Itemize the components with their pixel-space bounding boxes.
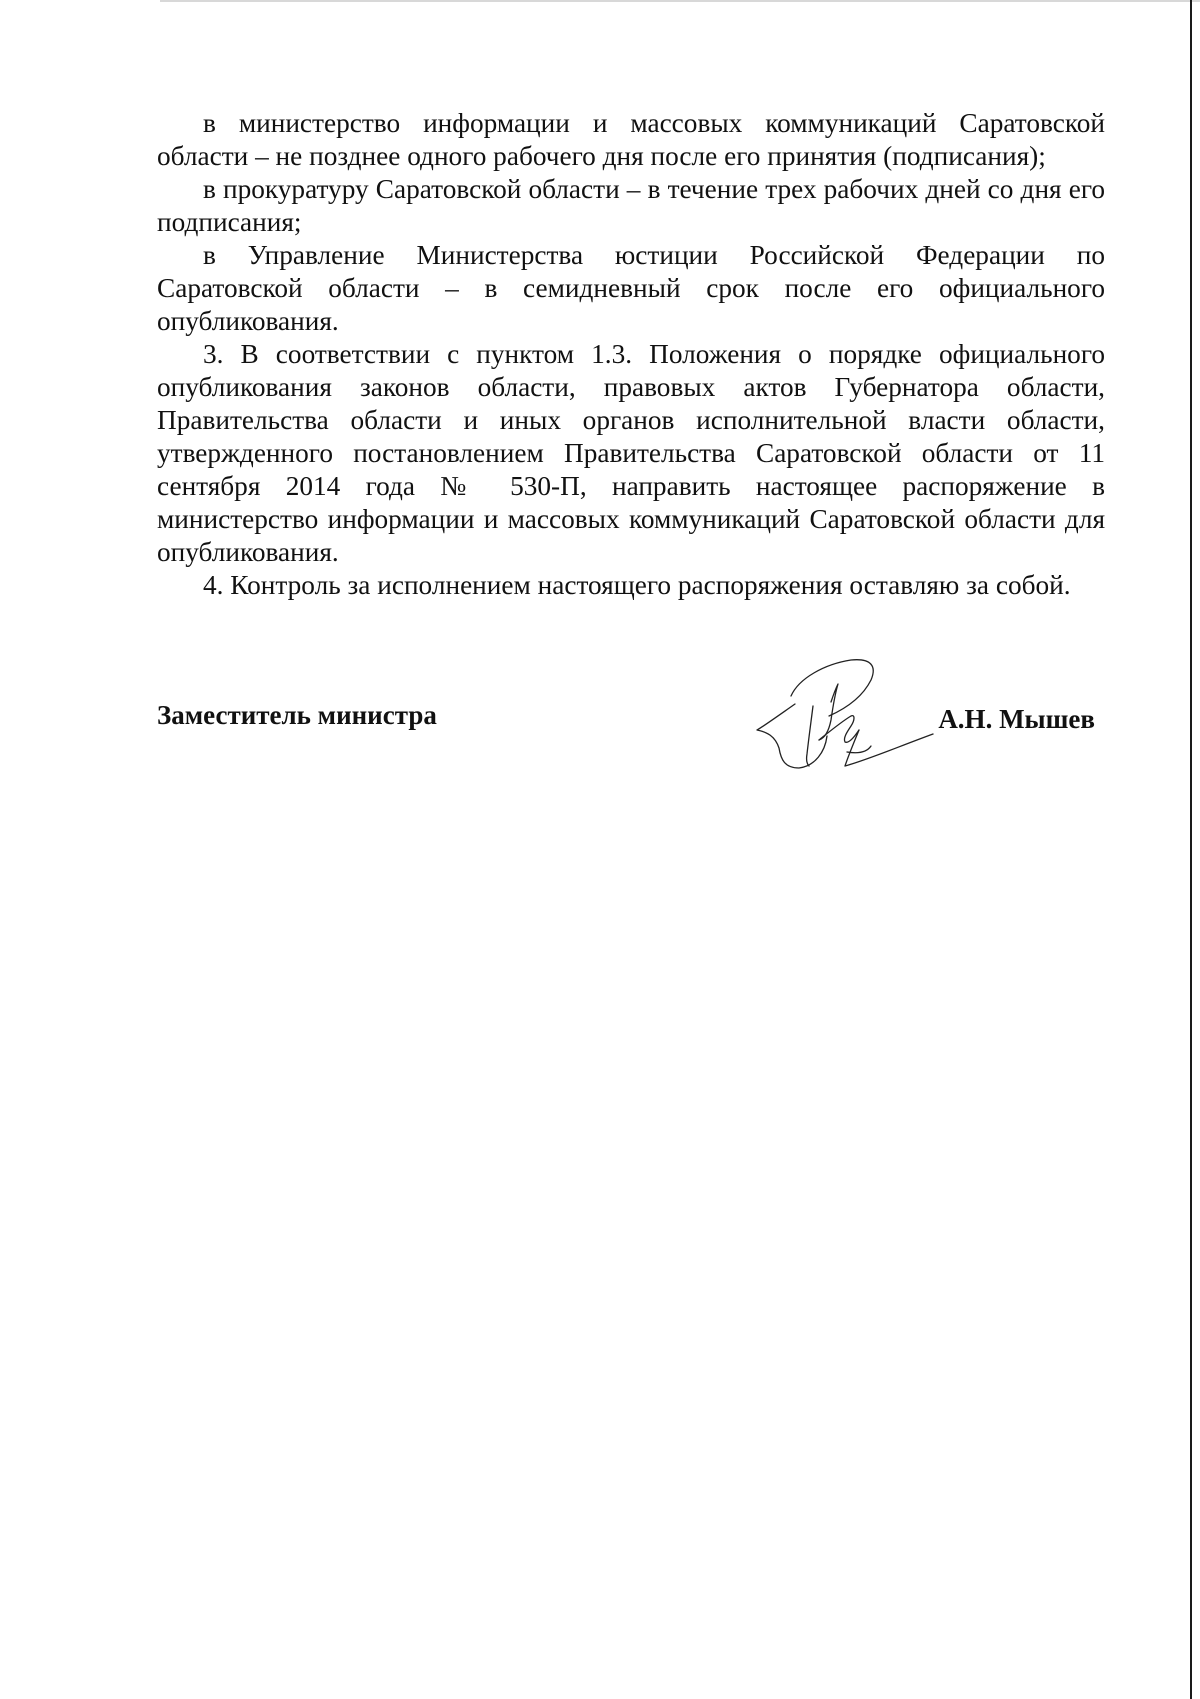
signatory-name: А.Н. Мышев xyxy=(938,704,1095,734)
paragraph-item-4: 4. Контроль за исполнением настоящего распоряжения оставляю за собой. xyxy=(203,570,1071,600)
paragraph-justice-ministry: в Управление Министерства юстиции Российской Федерации по Саратовской области – в семидневный срок после его официального опубликования. xyxy=(157,240,1105,336)
paragraph-prosecutor: в прокуратуру Саратовской области – в течение трех рабочих дней со дня его подписания; xyxy=(157,174,1105,237)
signature-block xyxy=(157,698,1095,758)
page-top-edge xyxy=(160,0,1200,2)
paragraph-ministry-info: в министерство информации и массовых коммуникаций Саратовской области – не позднее одного рабочего дня после его принятия (подписания); xyxy=(157,108,1105,171)
paragraph-item-3: 3. В соответствии с пунктом 1.3. Положения о порядке официального опубликования законов области, правовых актов Губернатора области, Правительства области и иных органов исполнительной власти области, утвержденного постановлением Правительства Саратовской области от 11 сентября 2014 года № 530-П, направить настоящее распоряжение в министерство информации и массовых коммуникаций Саратовской области для опубликования. xyxy=(157,339,1105,567)
signatory-position: Заместитель министра xyxy=(157,700,437,730)
document-body xyxy=(157,107,1105,602)
handwritten-signature xyxy=(755,656,935,774)
page-right-edge xyxy=(1190,0,1192,1699)
